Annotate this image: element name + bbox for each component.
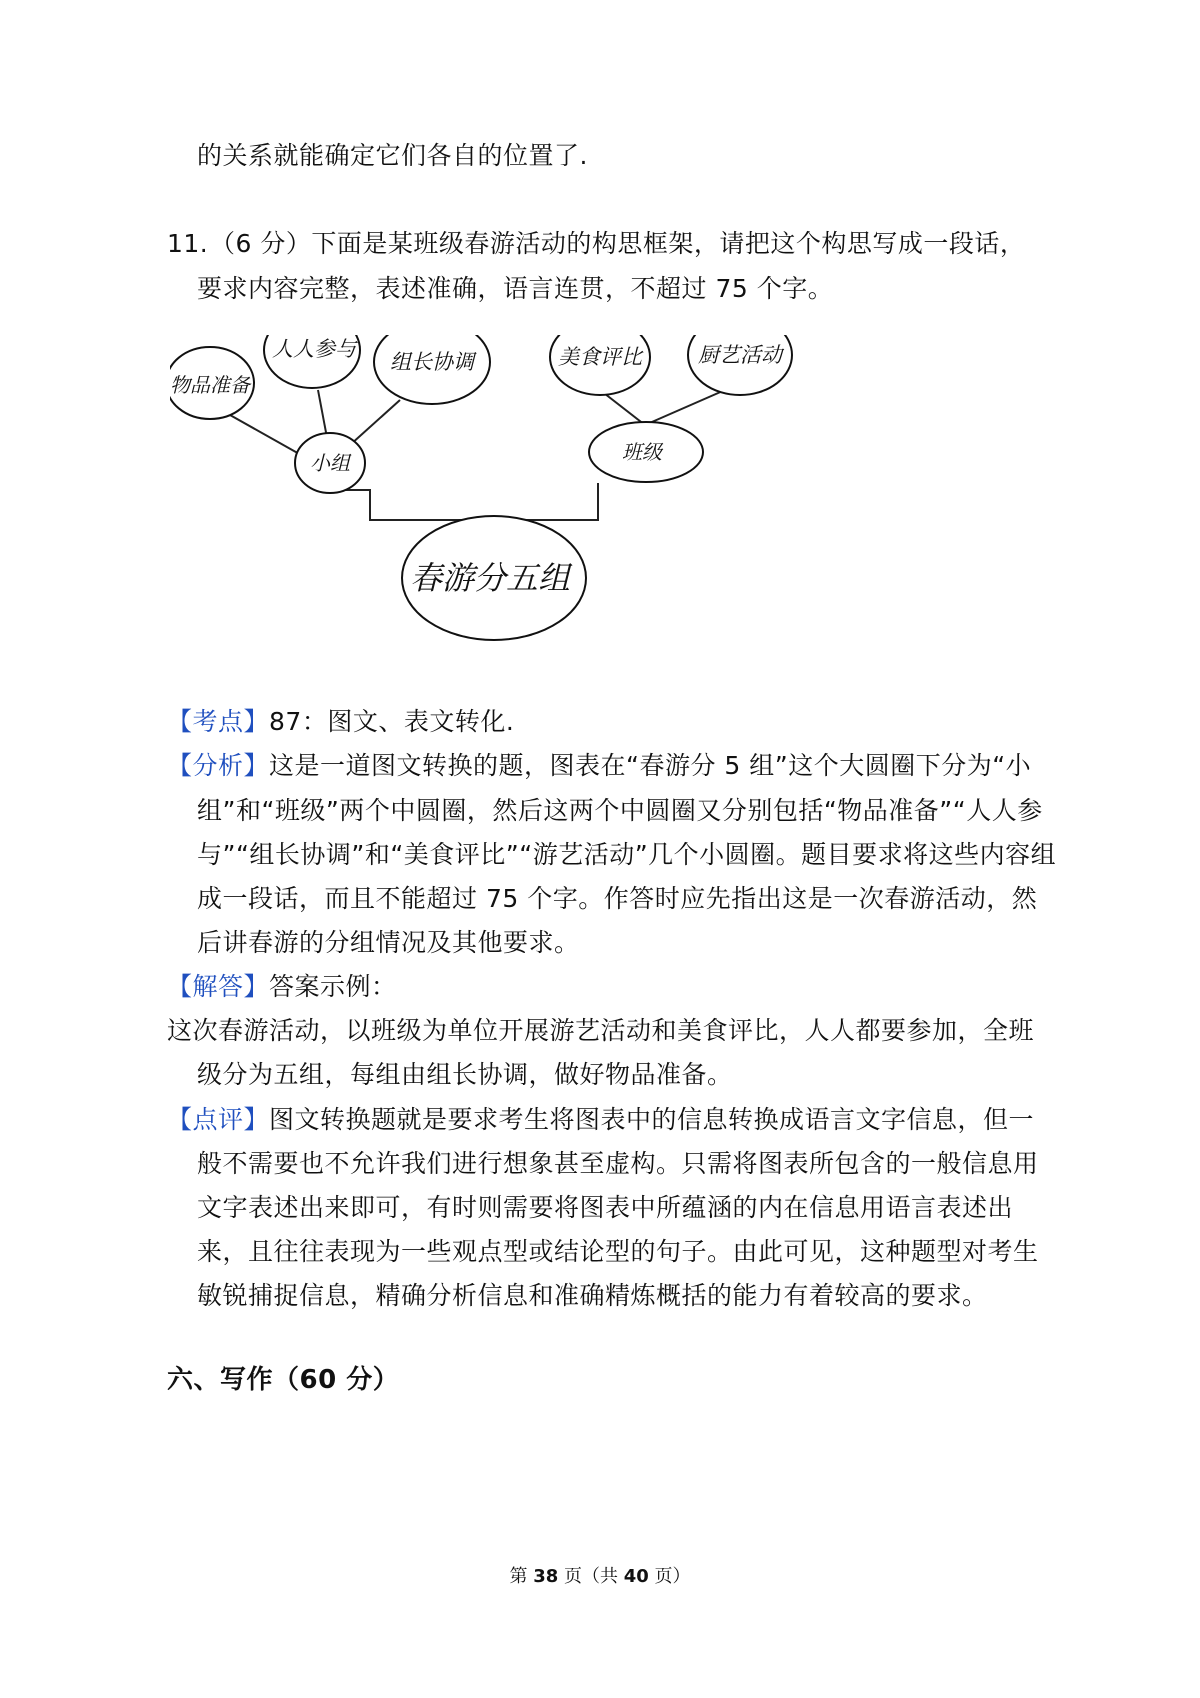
text-line: 的关系就能确定它们各自的位置了.	[197, 141, 588, 170]
kaodian-tag: 【考点】	[167, 707, 270, 736]
footer-middle: 页（共	[558, 1566, 624, 1587]
label-zuzhang: 组长协调	[390, 350, 474, 374]
kaodian-line	[167, 704, 514, 740]
footer-suffix: 页）	[648, 1566, 691, 1587]
label-root: 春游分五组	[409, 559, 571, 597]
dianping-text: 图文转换题就是要求考生将图表中的信息转换成语言文字信息，但一	[269, 1105, 1035, 1134]
label-wupin: 物品准备	[170, 373, 250, 397]
kaodian-text: 87：图文、表文转化.	[269, 707, 515, 736]
fenxi-line: 后讲春游的分组情况及其他要求。	[197, 928, 580, 957]
answer-line: 级分为五组，每组由组长协调，做好物品准备。	[197, 1060, 733, 1089]
fenxi-line: 组”和“班级”两个中圆圈，然后这两个中圆圈又分别包括“物品准备”“人人参	[197, 796, 1043, 825]
fenxi-line: 成一段话，而且不能超过 75 个字。作答时应先指出这是一次春游活动，然	[197, 884, 1038, 913]
question-text: 要求内容完整，表述准确，语言连贯，不超过 75 个字。	[197, 274, 834, 303]
page-footer	[0, 1565, 1200, 1589]
dianping-line: 敏锐捕捉信息，精确分析信息和准确精炼概括的能力有着较高的要求。	[197, 1281, 988, 1310]
footer-total-pages: 40	[623, 1566, 649, 1587]
concept-diagram	[170, 335, 810, 655]
jieda-tag: 【解答】	[167, 972, 270, 1001]
footer-page-number: 38	[533, 1566, 559, 1587]
dianping-tag: 【点评】	[167, 1105, 270, 1134]
dianping-line: 文字表述出来即可，有时则需要将图表中所蕴涵的内在信息用语言表述出	[197, 1193, 1014, 1222]
question-number: 11.	[167, 229, 209, 258]
label-youyi: 厨艺活动	[698, 343, 782, 367]
fenxi-text: 这是一道图文转换的题，图表在“春游分 5 组”这个大圆圈下分为“小	[269, 751, 1032, 780]
dianping-line: 般不需要也不允许我们进行想象甚至虚构。只需将图表所包含的一般信息用	[197, 1149, 1039, 1178]
label-meishi: 美食评比	[558, 345, 642, 369]
fenxi-line	[167, 748, 1031, 784]
dianping-line	[167, 1102, 1034, 1138]
answer-line: 这次春游活动，以班级为单位开展游艺活动和美食评比，人人都要参加，全班	[167, 1016, 1035, 1045]
fenxi-line: 与”“组长协调”和“美食评比”“游艺活动”几个小圆圈。题目要求将这些内容组	[197, 840, 1057, 869]
fenxi-tag: 【分析】	[167, 751, 270, 780]
jieda-line	[167, 969, 397, 1005]
label-class: 班级	[622, 440, 662, 464]
dianping-line: 来，且往往表现为一些观点型或结论型的句子。由此可见，这种题型对考生	[197, 1237, 1039, 1266]
jieda-text: 答案示例：	[269, 972, 397, 1001]
label-group: 小组	[310, 451, 350, 475]
section-heading: 六、写作（60 分）	[167, 1365, 400, 1395]
label-renren: 人人参与	[272, 337, 356, 361]
footer-prefix: 第	[509, 1566, 534, 1587]
question-text: （6 分）下面是某班级春游活动的构思框架，请把这个构思写成一段话，	[210, 229, 1026, 258]
